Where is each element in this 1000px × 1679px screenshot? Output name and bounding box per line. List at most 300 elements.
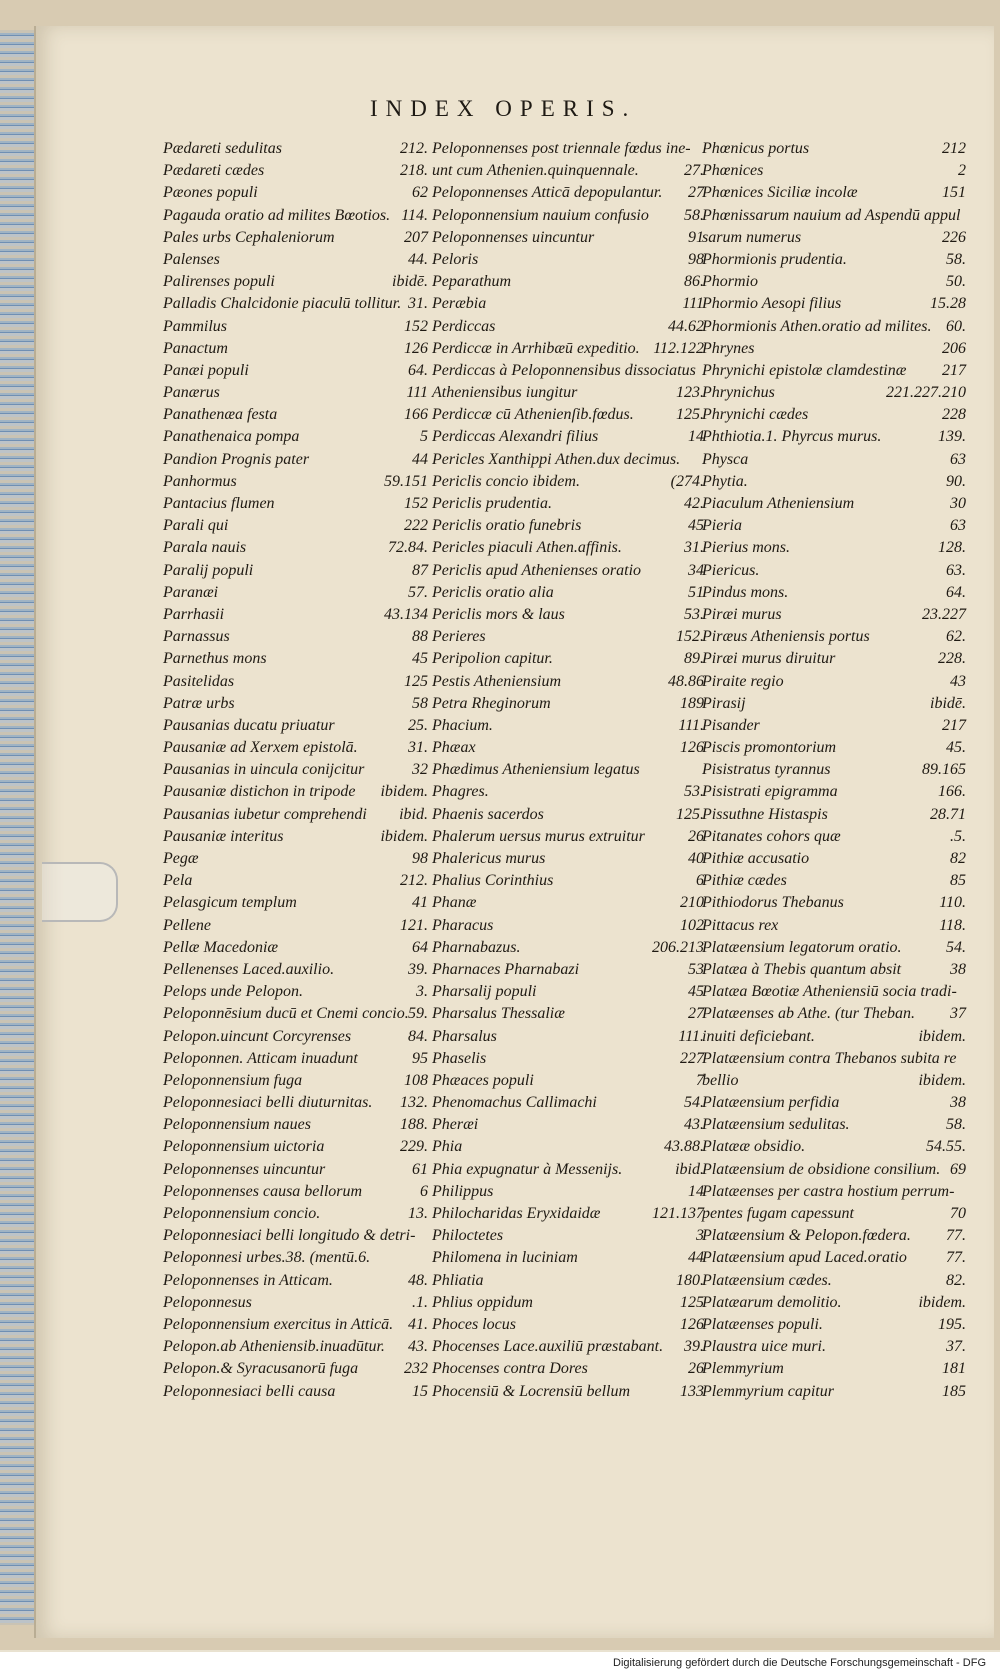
entry-term: Physca <box>702 450 749 468</box>
footer-credit: Digitalisierung gefördert durch die Deutsche Forschungsgemeinschaft - DFG <box>613 1657 986 1669</box>
entry-term: inuiti deficiebant. <box>702 1027 815 1045</box>
index-entry <box>432 251 704 273</box>
entry-page-ref: 31. <box>684 539 704 557</box>
entry-term: Peloponnenses Atticā depopulantur. <box>432 184 663 202</box>
entry-page-ref: 95 <box>412 1049 428 1067</box>
entry-term: bellio <box>702 1071 739 1089</box>
entry-term: Panathenæa festa <box>163 406 278 424</box>
entry-term: Phrynichi cædes <box>702 406 809 424</box>
index-entry <box>702 650 966 672</box>
entry-term: Phrynes <box>702 339 755 357</box>
entry-page-ref: ibid. <box>399 805 428 823</box>
entry-page-ref: 43. <box>408 1338 428 1356</box>
index-entry <box>702 406 966 428</box>
entry-page-ref: 108 <box>404 1071 428 1089</box>
index-entry <box>432 362 704 384</box>
entry-page-ref: (274. <box>670 472 704 490</box>
entry-term: Peloponnensium nauium confusio <box>432 206 649 224</box>
entry-term: Palenses <box>163 250 220 268</box>
entry-term: Platæensium perfidia <box>702 1094 840 1112</box>
entry-page-ref: 125. <box>676 406 704 424</box>
entry-page-ref: 64. <box>946 583 966 601</box>
entry-page-ref: 125. <box>676 805 704 823</box>
entry-term: Phoces locus <box>432 1315 516 1333</box>
entry-term: Pellenenses Laced.auxilio. <box>163 960 335 978</box>
entry-term: Paralij populi <box>163 561 254 579</box>
entry-term: Phytia. <box>702 472 748 490</box>
entry-term: Phia expugnatur à Messenijs. <box>432 1160 623 1178</box>
entry-page-ref: 51 <box>688 583 704 601</box>
entry-term: Pharsalus <box>432 1027 497 1045</box>
entry-term: Periclis mors & laus <box>432 605 565 623</box>
entry-term: Pithiæ accusatio <box>702 850 810 867</box>
index-entry <box>163 162 428 184</box>
index-entry <box>432 295 704 317</box>
entry-page-ref: 53 <box>688 960 704 978</box>
entry-page-ref: 37 <box>950 1005 966 1023</box>
entry-term: Phormio <box>702 273 758 291</box>
entry-term: Phenomachus Callimachi <box>432 1094 597 1112</box>
entry-term: Peloponnesus <box>163 1293 252 1311</box>
entry-page-ref: 218. <box>400 162 428 180</box>
index-entry <box>163 1383 428 1405</box>
index-entry <box>432 384 704 406</box>
entry-term: Platæensium cædes. <box>702 1271 832 1289</box>
entry-page-ref: 91 <box>688 228 704 246</box>
entry-term: Pellæ Macedoniæ <box>163 938 279 956</box>
entry-page-ref: .1. <box>412 1293 428 1311</box>
entry-page-ref: 3 <box>696 1227 704 1245</box>
index-entry <box>702 1050 966 1072</box>
entry-term: Pharnabazus. <box>432 938 521 956</box>
entry-page-ref: 166. <box>938 783 966 801</box>
index-entry <box>702 872 966 894</box>
index-entry <box>163 717 428 739</box>
entry-term: Panærus <box>163 384 220 402</box>
index-entry <box>163 1072 428 1094</box>
entry-page-ref: 44 <box>688 1249 704 1267</box>
entry-term: Panhormus <box>163 472 237 490</box>
index-entry <box>702 1028 966 1050</box>
entry-page-ref: 44. <box>408 250 428 268</box>
index-entry <box>702 1383 966 1405</box>
entry-page-ref: 152 <box>404 495 428 512</box>
entry-term: Piræus Atheniensis portus <box>702 628 870 646</box>
entry-term: Pirasij <box>702 694 746 712</box>
index-entry <box>163 1050 428 1072</box>
entry-term: Phlius oppidum <box>432 1293 533 1311</box>
index-entry <box>432 1183 704 1205</box>
entry-page-ref: 90. <box>946 472 966 490</box>
footer-bar <box>0 1652 1000 1679</box>
entry-term: Pericles Xanthippi Athen.dux decimus. <box>432 450 681 468</box>
entry-term: Pelopon.ab Atheniensib.inuadūtur. <box>163 1338 385 1356</box>
index-entry <box>163 140 428 162</box>
entry-term: Petra Rheginorum <box>432 694 551 712</box>
index-entry <box>432 717 704 739</box>
entry-term: Peloponnēsium ducū et Cnemi concio. <box>163 1005 409 1023</box>
entry-term: Pausanias iubetur comprehendi <box>163 805 367 823</box>
entry-page-ref: 28.71 <box>930 805 966 823</box>
entry-page-ref: 126 <box>680 1315 704 1333</box>
index-entry <box>432 473 704 495</box>
entry-term: Platæensium de obsidione consilium. <box>702 1160 941 1178</box>
entry-term: Pharsalus Thessaliæ <box>432 1005 565 1023</box>
index-entry <box>702 229 966 251</box>
entry-term: Philomena in luciniam <box>432 1249 578 1267</box>
entry-page-ref: 42. <box>684 495 704 512</box>
index-entry <box>163 362 428 384</box>
entry-term: Perieres <box>432 628 486 646</box>
entry-term: Peloponnensium fuga <box>163 1071 303 1089</box>
entry-term: Phœnissarum nauium ad Aspendū appul <box>702 206 961 224</box>
index-entry <box>163 983 428 1005</box>
index-entry <box>163 1205 428 1227</box>
index-entry <box>432 1338 704 1360</box>
entry-page-ref: 89. <box>684 650 704 668</box>
entry-term: Phocenses Lace.auxiliū præstabant. <box>432 1338 664 1356</box>
entry-term: Panathenaica pompa <box>163 428 300 446</box>
entry-term: Pithiodorus Thebanus <box>702 894 844 912</box>
entry-page-ref: 112.122 <box>653 339 704 357</box>
entry-page-ref: 180. <box>676 1271 704 1289</box>
index-entry <box>702 1116 966 1138</box>
index-entry <box>432 406 704 428</box>
index-entry <box>702 1272 966 1294</box>
index-entry <box>702 717 966 739</box>
entry-page-ref: 181 <box>942 1360 966 1378</box>
index-entry <box>702 761 966 783</box>
entry-term: Pegæ <box>163 850 199 867</box>
index-entry <box>432 983 704 1005</box>
index-entry <box>432 783 704 805</box>
entry-term: Parala nauis <box>163 539 247 557</box>
entry-term: unt cum Athenien.quinquennale. <box>432 162 639 180</box>
index-entry <box>432 1383 704 1405</box>
index-entry <box>702 1094 966 1116</box>
index-entry <box>432 340 704 362</box>
index-entry <box>702 961 966 983</box>
entry-page-ref: 151 <box>942 184 966 202</box>
index-entry <box>163 894 428 916</box>
entry-page-ref: 212. <box>400 872 428 890</box>
index-entry <box>432 1161 704 1183</box>
entry-term: Pelopon.uincunt Corcyrenses <box>163 1027 352 1045</box>
entry-page-ref: ibid. <box>675 1160 704 1178</box>
entry-term: Panactum <box>163 339 228 357</box>
index-entry <box>702 695 966 717</box>
index-entry <box>702 295 966 317</box>
entry-page-ref: 7 <box>696 1071 704 1089</box>
index-entry <box>163 673 428 695</box>
entry-page-ref: 126 <box>404 339 428 357</box>
entry-term: Phalericus murus <box>432 850 546 867</box>
entry-page-ref: 45 <box>688 517 704 535</box>
entry-term: Platæensium legatorum oratio. <box>702 938 902 956</box>
entry-page-ref: 54. <box>946 938 966 956</box>
index-entry <box>432 273 704 295</box>
entry-page-ref: 98 <box>412 850 428 867</box>
entry-term: Phalius Corinthius <box>432 872 554 890</box>
entry-page-ref: 39. <box>408 960 428 978</box>
index-entry <box>702 1360 966 1382</box>
entry-term: Pelasgicum templum <box>163 894 297 912</box>
index-entry <box>432 739 704 761</box>
entry-term: Phthiotia.1. Phyrcus murus. <box>702 428 882 446</box>
entry-term: Pela <box>163 872 193 890</box>
index-entry <box>163 384 428 406</box>
entry-page-ref: 6 <box>420 1182 428 1200</box>
index-entry <box>702 539 966 561</box>
index-entry <box>163 229 428 251</box>
entry-page-ref: 27. <box>684 162 704 180</box>
entry-term: Phaenis sacerdos <box>432 805 544 823</box>
index-entry <box>432 539 704 561</box>
entry-page-ref: 212. <box>400 140 428 157</box>
index-entry <box>432 1050 704 1072</box>
page-header: INDEX OPERIS. <box>370 96 637 121</box>
entry-term: Piscis promontorium <box>702 739 837 757</box>
entry-term: Pellene <box>163 916 211 934</box>
entry-term: Platæensium apud Laced.oratio <box>702 1249 907 1267</box>
index-entry <box>432 850 704 872</box>
index-entry <box>702 251 966 273</box>
entry-term: Perdiccas <box>432 317 496 335</box>
entry-page-ref: 63 <box>950 450 966 468</box>
entry-term: Philippus <box>432 1182 494 1200</box>
index-entry <box>163 961 428 983</box>
index-entry <box>163 406 428 428</box>
entry-term: Plemmyrium <box>702 1360 784 1378</box>
entry-term: Patræ urbs <box>163 694 235 712</box>
entry-page-ref: 111 <box>406 384 428 402</box>
index-entry <box>432 1028 704 1050</box>
index-entry <box>163 1227 428 1249</box>
entry-term: Parnethus mons <box>163 650 267 668</box>
entry-page-ref: 58 <box>412 694 428 712</box>
index-entry <box>163 650 428 672</box>
index-entry <box>432 1316 704 1338</box>
entry-page-ref: 152 <box>404 317 428 335</box>
entry-page-ref: 37. <box>946 1338 966 1356</box>
entry-term: Pausaniæ ad Xerxem epistolā. <box>163 739 358 757</box>
index-entry <box>163 739 428 761</box>
entry-page-ref: ibidem. <box>918 1071 966 1089</box>
entry-page-ref: 111. <box>678 716 704 734</box>
entry-page-ref: 217 <box>942 716 966 734</box>
entry-term: Perdiccas Alexandri filius <box>432 428 599 446</box>
entry-term: Platæa Bœotiæ Atheniensiū socia tradi- <box>702 983 957 1001</box>
entry-page-ref: 221.227.210 <box>886 384 966 402</box>
entry-page-ref: ibidē. <box>930 694 966 712</box>
index-entry <box>163 318 428 340</box>
index-entry <box>702 628 966 650</box>
index-entry <box>163 340 428 362</box>
index-entry <box>163 562 428 584</box>
entry-term: Platæenses ab Athe. (tur Theban. <box>702 1005 916 1023</box>
entry-term: Pausanias ducatu priuatur <box>163 716 335 734</box>
entry-term: Perdiccæ cū Athenienſib.fœdus. <box>432 406 634 424</box>
entry-term: Peræbia <box>432 295 487 313</box>
entry-page-ref: 50. <box>946 273 966 291</box>
index-entry <box>432 517 704 539</box>
entry-page-ref: 59.151 <box>384 472 428 490</box>
entry-page-ref: 72.84. <box>388 539 428 557</box>
index-entry <box>163 917 428 939</box>
entry-page-ref: 48.86 <box>668 672 704 690</box>
entry-term: Phia <box>432 1138 463 1156</box>
entry-page-ref: 229. <box>400 1138 428 1156</box>
entry-term: Phocensiū & Locrensiū bellum <box>432 1382 631 1400</box>
entry-term: Pelopon.& Syracusanorū fuga <box>163 1360 359 1378</box>
entry-page-ref: 45 <box>412 650 428 668</box>
index-entry <box>163 1316 428 1338</box>
index-entry <box>163 872 428 894</box>
index-entry <box>432 184 704 206</box>
index-entry <box>432 584 704 606</box>
entry-term: Phormionis Athen.oratio ad milites. <box>702 317 932 335</box>
entry-term: Phanæ <box>432 894 477 912</box>
index-entry <box>432 961 704 983</box>
entry-page-ref: 206.213 <box>652 938 704 956</box>
entry-page-ref: 228. <box>938 650 966 668</box>
entry-term: Peloris <box>432 250 479 268</box>
index-entry <box>702 1338 966 1360</box>
index-entry <box>702 739 966 761</box>
index-entry <box>702 983 966 1005</box>
index-column-3 <box>702 140 966 1405</box>
entry-term: Pantacius flumen <box>163 495 275 512</box>
index-entry <box>432 894 704 916</box>
entry-term: Periclis oratio funebris <box>432 517 582 535</box>
index-entry <box>432 495 704 517</box>
index-entry <box>432 695 704 717</box>
entry-page-ref: 188. <box>400 1116 428 1134</box>
entry-page-ref: 195. <box>938 1315 966 1333</box>
entry-term: Parali qui <box>163 517 229 535</box>
entry-page-ref: 139. <box>938 428 966 446</box>
index-entry <box>432 1272 704 1294</box>
index-entry <box>163 1116 428 1138</box>
entry-page-ref: 77. <box>946 1227 966 1245</box>
entry-page-ref: 63. <box>946 561 966 579</box>
index-entry <box>702 451 966 473</box>
entry-term: Peloponnenses uincuntur <box>432 228 595 246</box>
index-entry <box>163 295 428 317</box>
entry-term: Pheræi <box>432 1116 479 1134</box>
entry-page-ref: 6 <box>696 872 704 890</box>
entry-term: Pagauda oratio ad milites Bœotios. <box>163 206 391 224</box>
entry-page-ref: 64 <box>412 938 428 956</box>
index-entry <box>702 517 966 539</box>
entry-page-ref: 3. <box>416 983 428 1001</box>
entry-page-ref: 59. <box>408 1005 428 1023</box>
index-entry <box>163 1249 428 1271</box>
entry-term: Phocenses contra Dores <box>432 1360 588 1378</box>
entry-term: Phalerum uersus murus extruitur <box>432 827 645 845</box>
entry-term: Pissuthne Histaspis <box>702 805 828 823</box>
entry-page-ref: 64. <box>408 361 428 379</box>
index-entry <box>702 140 966 162</box>
entry-page-ref: 228 <box>942 406 966 424</box>
index-entry <box>432 761 704 783</box>
index-entry <box>432 939 704 961</box>
index-entry <box>163 184 428 206</box>
entry-page-ref: 43 <box>950 672 966 690</box>
entry-page-ref: 123. <box>676 384 704 402</box>
entry-term: Peloponnen. Atticam inuadunt <box>163 1049 358 1067</box>
entry-term: Pieria <box>702 517 742 535</box>
index-entry <box>163 606 428 628</box>
index-entry <box>702 207 966 229</box>
entry-term: Pericles piaculi Athen.affinis. <box>432 539 622 557</box>
entry-page-ref: 126 <box>680 739 704 757</box>
entry-page-ref: 5 <box>420 428 428 446</box>
entry-page-ref: 15 <box>412 1382 428 1400</box>
entry-term: Phæaces populi <box>432 1071 534 1089</box>
entry-term: Phœnices Siciliæ incolæ <box>702 184 858 202</box>
entry-page-ref: 61 <box>412 1160 428 1178</box>
entry-page-ref: 40 <box>688 850 704 867</box>
index-entry <box>432 628 704 650</box>
index-entry <box>163 850 428 872</box>
index-entry <box>163 539 428 561</box>
index-entry <box>702 894 966 916</box>
index-entry <box>432 1249 704 1271</box>
entry-term: Pasitelidas <box>163 672 235 690</box>
index-entry <box>163 828 428 850</box>
entry-term: Pausaniæ distichon in tripode <box>163 783 356 801</box>
entry-term: Platæenses populi. <box>702 1315 823 1333</box>
index-entry <box>432 1138 704 1160</box>
entry-page-ref: 89.165 <box>922 761 966 779</box>
index-entry <box>432 1116 704 1138</box>
entry-term: Phœnicus portus <box>702 140 810 157</box>
entry-page-ref: 30 <box>950 495 966 512</box>
index-entry <box>702 806 966 828</box>
entry-term: Pestis Atheniensium <box>432 672 562 690</box>
page-edges <box>0 30 35 1625</box>
index-entry <box>432 140 704 162</box>
index-entry <box>163 1094 428 1116</box>
entry-page-ref: 114. <box>401 206 428 224</box>
entry-page-ref: 26 <box>688 827 704 845</box>
index-entry <box>702 1161 966 1183</box>
entry-page-ref: 88 <box>412 628 428 646</box>
index-entry <box>702 850 966 872</box>
index-entry <box>432 917 704 939</box>
index-entry <box>702 473 966 495</box>
entry-page-ref: 15.28 <box>930 295 966 313</box>
index-entry <box>163 761 428 783</box>
entry-term: Phædimus Atheniensium legatus <box>432 761 640 779</box>
entry-term: Pædareti cædes <box>163 162 265 180</box>
entry-page-ref: 222 <box>404 517 428 535</box>
entry-page-ref: 13. <box>408 1205 428 1222</box>
entry-term: Piraite regio <box>702 672 784 690</box>
index-entry <box>702 273 966 295</box>
entry-term: Palladis Chalcidonie piaculū tollitur. <box>163 295 402 313</box>
entry-term: Pierius mons. <box>702 539 790 557</box>
entry-page-ref: 121.137 <box>652 1205 704 1222</box>
index-entry <box>702 1005 966 1027</box>
entry-term: Pæones populi <box>163 184 258 202</box>
entry-page-ref: 41 <box>412 894 428 912</box>
entry-page-ref: 31. <box>408 739 428 757</box>
entry-page-ref: 189 <box>680 694 704 712</box>
index-entry <box>163 1028 428 1050</box>
entry-term: Pharsalij populi <box>432 983 537 1001</box>
